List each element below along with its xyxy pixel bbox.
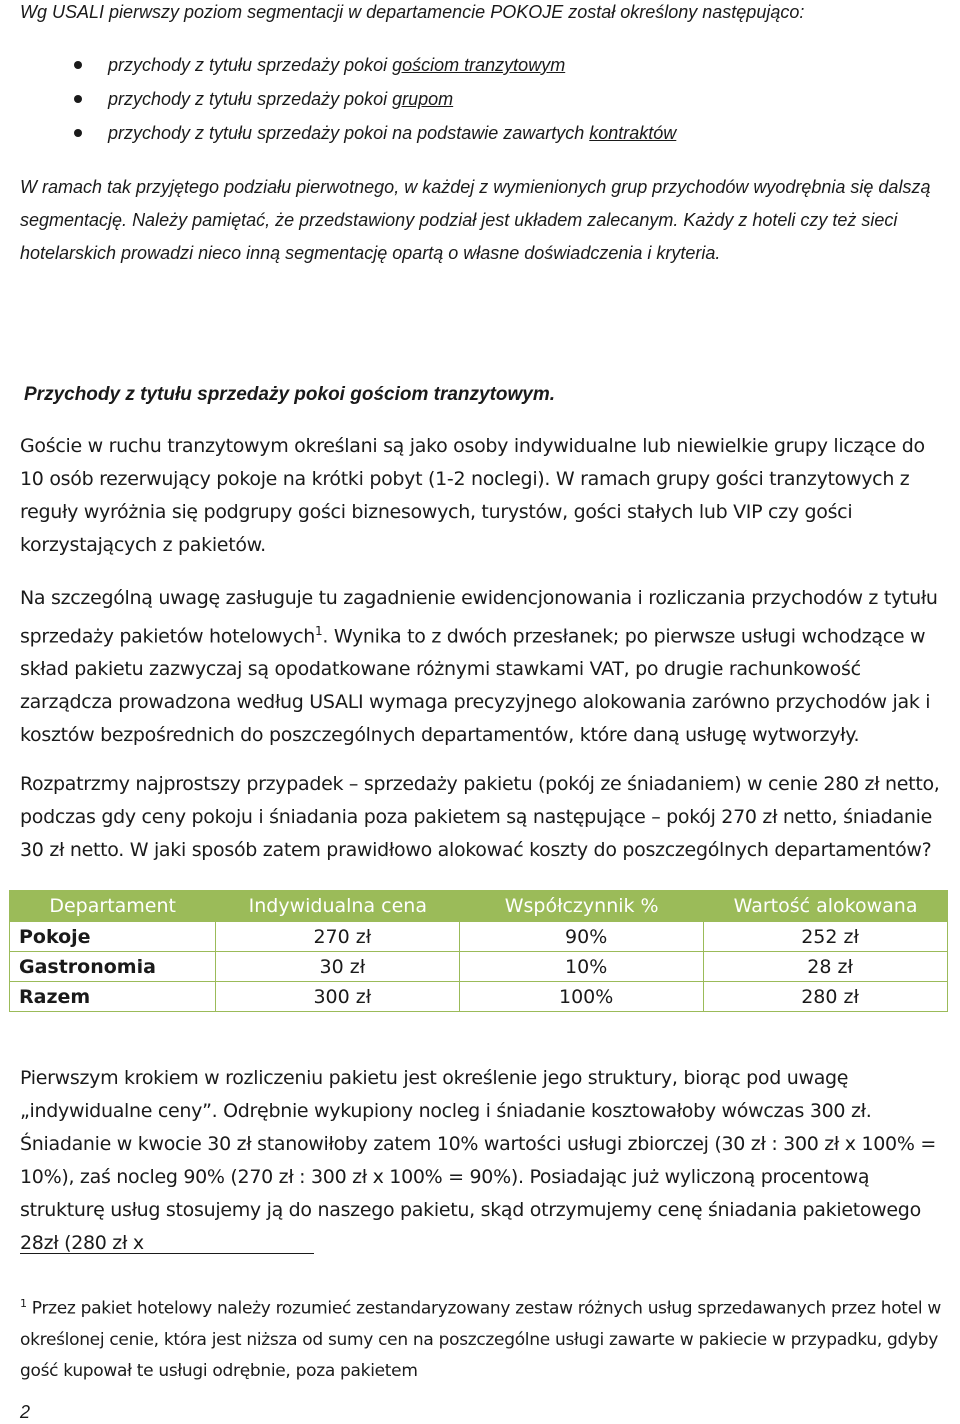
- row-label: Gastronomia: [10, 952, 216, 982]
- list-item-text: przychody z tytułu sprzedaży pokoi na podstawie zawartych: [108, 123, 590, 143]
- footnote: [20, 1288, 945, 1387]
- packages-paragraph-before: Na szczególną uwagę zasługuje tu zagadnienie ewidencjonowania i rozliczania przychodów z tytułu sprzedaży pakietów hotelowych: [20, 587, 938, 648]
- page-number: 2: [20, 1402, 31, 1422]
- table-header-row: [10, 891, 948, 922]
- cell-ratio: 10%: [460, 952, 704, 982]
- cell-value: 280 zł: [704, 982, 948, 1012]
- table-row: [10, 922, 948, 952]
- footnote-marker: 1: [20, 1297, 27, 1310]
- intro-text: Wg USALI pierwszy poziom segmentacji w departamencie POKOJE został określony następująco:: [20, 2, 805, 22]
- section-heading: Przychody z tytułu sprzedaży pokoi gościom tranzytowym.: [24, 384, 556, 405]
- segment-list: [20, 52, 676, 154]
- bullet-icon: [74, 129, 82, 137]
- cell-value: 28 zł: [704, 952, 948, 982]
- cell-price: 300 zł: [216, 982, 460, 1012]
- row-label: Pokoje: [10, 922, 216, 952]
- allocation-table: [9, 890, 948, 1012]
- cell-ratio: 100%: [460, 982, 704, 1012]
- transit-guests-paragraph: Goście w ruchu tranzytowym określani są jako osoby indywidualne lub niewielkie grupy liczące do 10 osób rezerwujący pokoje na krótki pobyt (1-2 noclegi). W ramach grupy gości tranzytowych z reguły wyróżnia się podgrupy gości biznesowych, turystów, gości stałych lub VIP czy gości korzystających z pakietów.: [20, 435, 925, 556]
- packages-paragraph: [20, 582, 945, 752]
- table-row: [10, 952, 948, 982]
- column-header-department: Departament: [10, 891, 216, 922]
- segmentation-paragraph: [20, 171, 945, 270]
- table-row: [10, 982, 948, 1012]
- column-header-ratio: Współczynnik %: [460, 891, 704, 922]
- footnote-separator: [20, 1253, 314, 1254]
- cell-ratio: 90%: [460, 922, 704, 952]
- column-header-value: Wartość alokowana: [704, 891, 948, 922]
- segmentation-paragraph-part2: Należy pamiętać, że przedstawiony podział jest układem zalecanym. Każdy z hoteli czy też sieci hotelarskich prowadzi nieco inną segmentację opartą o własne doświadczenia i kryteria.: [20, 210, 898, 263]
- cell-price: 30 zł: [216, 952, 460, 982]
- list-item-underlined: grupom: [392, 89, 454, 109]
- cell-value: 252 zł: [704, 922, 948, 952]
- list-item: [20, 120, 676, 154]
- footnote-reference[interactable]: 1: [315, 624, 323, 638]
- list-item-text: przychody z tytułu sprzedaży pokoi: [108, 89, 393, 109]
- footnote-text: Przez pakiet hotelowy należy rozumieć zestandaryzowany zestaw różnych usług sprzedawanych przez hotel w określonej cenie, która jest niższa od sumy cen na poszczególne usługi zawarte w pakiecie w przypadku, gdyby gość kupował te usługi odrębnie, poza pakietem: [20, 1298, 941, 1381]
- column-header-price: Indywidualna cena: [216, 891, 460, 922]
- cell-price: 270 zł: [216, 922, 460, 952]
- bullet-icon: [74, 61, 82, 69]
- segmentation-paragraph-part1: W ramach tak przyjętego podziału pierwotnego, w każdej z wymienionych grup przychodów wyodrębnia się dalszą segmentację.: [20, 177, 931, 230]
- list-item-text: przychody z tytułu sprzedaży pokoi: [108, 55, 393, 75]
- bullet-icon: [74, 95, 82, 103]
- list-item-underlined: kontraktów: [589, 123, 677, 143]
- structure-paragraph: Pierwszym krokiem w rozliczeniu pakietu jest określenie jego struktury, biorąc pod uwagę „indywidualne ceny”. Odrębnie wykupiony nocleg i śniadanie kosztowałoby wówczas 300 zł. Śniadanie w kwocie 30 zł stanowiłoby zatem 10% wartości usługi zbiorczej (30 zł : 300 zł x 100% = 10%), zaś nocleg 90% (270 zł : 300 zł x 100% = 90%). Posiadając już wyliczoną procentową strukturę usług stosujemy ją do naszego pakietu, skąd otrzymujemy cenę śniadania pakietowego 28zł (280 zł x: [20, 1067, 936, 1254]
- row-label: Razem: [10, 982, 216, 1012]
- packages-paragraph-after: . Wynika to z dwóch przesłanek; po pierwsze usługi wchodzące w skład pakietu zazwyczaj są opodatkowane różnymi stawkami VAT, po drugie rachunkowość zarządcza prowadzona według USALI wymaga precyzyjnego alokowania zarówno przychodów jak i kosztów bezpośrednich do poszczególnych departamentów, które daną usługę wytworzyły.: [20, 625, 931, 747]
- list-item-underlined: gościom tranzytowym: [392, 55, 566, 75]
- list-item: [20, 86, 676, 120]
- example-paragraph: Rozpatrzmy najprostszy przypadek – sprzedaży pakietu (pokój ze śniadaniem) w cenie 280 zł netto, podczas gdy ceny pokoju i śniadania poza pakietem są następujące – pokój 270 zł netto, śniadanie 30 zł netto. W jaki sposób zatem prawidłowo alokować koszty do poszczególnych departamentów?: [20, 773, 940, 861]
- list-item: [20, 52, 676, 86]
